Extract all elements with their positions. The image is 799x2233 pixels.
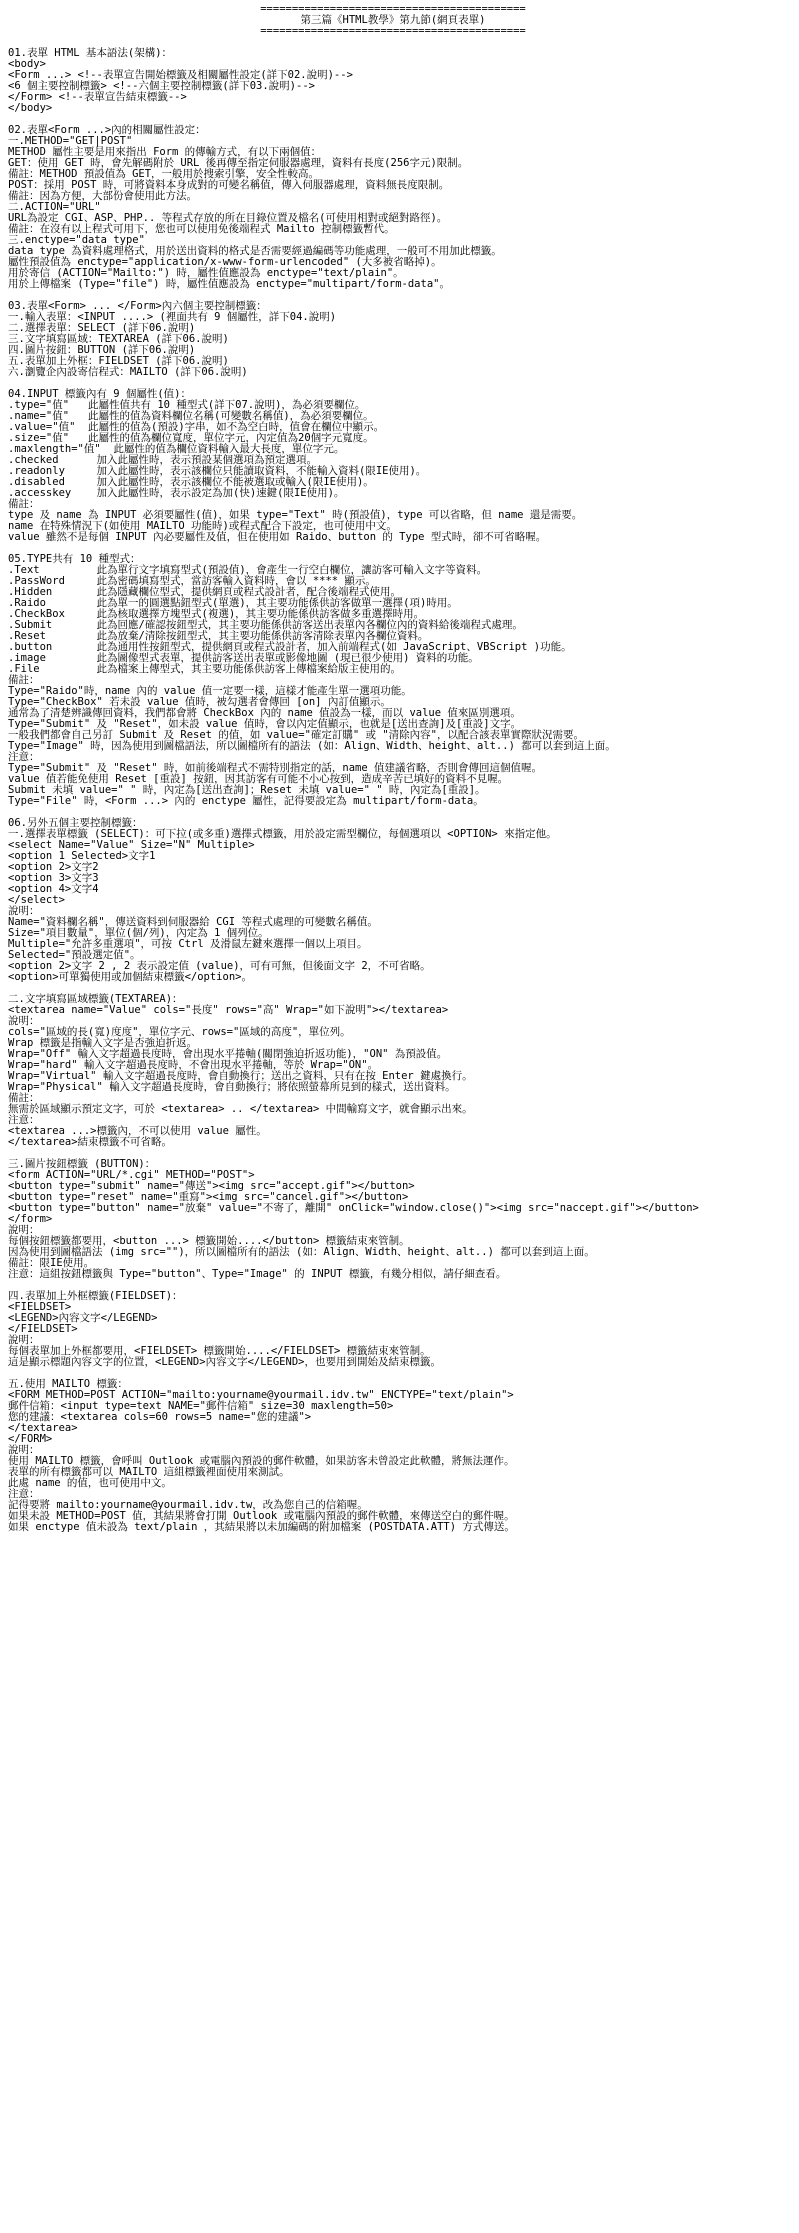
- text-line: 六.瀏覽企內設寄信程式：MAILTO (詳下06.說明): [8, 366, 248, 378]
- text-line: .CheckBox 此為核取選擇方塊型式(複選)，其主要功能係供訪客做多重選擇時用。: [8, 608, 425, 620]
- text-line: Multiple="允許多重選項"，可按 Ctrl 及滑鼠左鍵來選擇一個以上項目。: [8, 938, 368, 950]
- text-line: .button 此為通用性按鈕型式，提供網頁或程式設計者，加入前端程式(如 JavaScript、VBScript )功能。: [8, 641, 572, 653]
- text-line: 03.表單<Form> ... </Form>內六個主要控制標籤：: [8, 300, 267, 312]
- text-line: POST：採用 POST 時，可將資料本身成對的可變名稱值，傳入伺服器處理，資料無長度限制。: [8, 179, 450, 191]
- text-line: </textarea>結束標籤不可省略。: [8, 1136, 173, 1148]
- text-line: <button type="submit" name="傳送"><img src="accept.gif"></button>: [8, 1180, 415, 1192]
- text-line: 06.另外五個主要控制標籤：: [8, 817, 143, 829]
- text-line: data type 為資料處理格式，用於送出資料的格式是否需要經過編碼等功能處理，一般可不用加此標籤。: [8, 245, 502, 257]
- text-line: .maxlength="值" 此屬性的值為欄位資料輸入最大長度，單位字元。: [8, 443, 345, 455]
- text-line: Type="Submit" 及 "Reset" 時，如前後端程式不需特別指定的話，name 值建議省略，否則會傳回這個值喔。: [8, 762, 543, 774]
- text-line: 五.表單加上外框：FIELDSET (詳下06.說明): [8, 355, 229, 367]
- text-line: .name="值" 此屬性的值為資料欄位名稱(可變數名稱值)，為必須要欄位。: [8, 410, 374, 422]
- text-line: .Submit 此為回應/確認按鈕型式，其主要功能係供訪客送出表單內各欄位內的資料給後端程式處理。: [8, 619, 523, 631]
- text-line: Wrap 標籤是指輸入文字是否強迫折返。: [8, 1037, 198, 1049]
- text-line: 您的建議：<textarea cols=60 rows=5 name="您的建議">: [8, 1411, 312, 1423]
- text-line: </FIELDSET>: [8, 1323, 78, 1335]
- text-line: name 在特殊情況下(如使用 MAILTO 功能時)或程式配合下設定，也可使用中文。: [8, 520, 397, 532]
- text-line: 如果未設 METHOD=POST 值，其結果將會打開 Outlook 或電腦內預設的郵件軟體，來傳送空白的郵件喔。: [8, 1510, 515, 1522]
- text-line: Wrap="Off" 輸入文字超過長度時，會出現水平捲軸(關閉強迫折返功能)，"ON" 為預設值。: [8, 1048, 448, 1060]
- text-line: 二.文字填寫區域標籤(TEXTAREA)：: [8, 993, 183, 1005]
- text-line: 一.METHOD="GET|POST": [8, 135, 133, 147]
- text-line: 02.表單<Form ...>內的相關屬性設定：: [8, 124, 206, 136]
- text-line: <option>可單獨使用或加個結束標籤</option>。: [8, 971, 252, 983]
- text-line: 此處 name 的值，也可使用中文。: [8, 1477, 172, 1489]
- text-line: 三.enctype="data type": [8, 234, 145, 246]
- text-line: </Form> <!--表單宣告結束標籤-->: [8, 91, 187, 103]
- text-line: 每個按鈕標籤都要用，<button ...> 標籤開始....</button> 標籤結束來管制。: [8, 1235, 410, 1247]
- header-rule-top: ==========================================: [260, 3, 526, 15]
- text-line: 說明：: [8, 1334, 40, 1346]
- text-line: 01.表單 HTML 基本語法(架構)：: [8, 47, 173, 59]
- text-line: cols="區域的長(寬)度度"，單位字元、rows="區域的高度"，單位列。: [8, 1026, 351, 1038]
- text-line: 表單的所有標籤都可以 MAILTO 這組標籤裡面使用來測試。: [8, 1466, 290, 1478]
- text-line: URL為設定 CGI、ASP、PHP.. 等程式存放的所在目錄位置及檔名(可使用相對或絕對路徑)。: [8, 212, 448, 224]
- text-line: 備註：在沒有以上程式可用下，您也可以使用免後端程式 Mailto 控制標籤暫代。: [8, 223, 395, 235]
- text-line: 如果 enctype 值未設為 text/plain ，其結果將以未加編碼的附加檔案 (POSTDATA.ATT) 方式傳送。: [8, 1521, 515, 1533]
- text-line: 三.文字填寫區域：TEXTAREA (詳下06.說明): [8, 333, 229, 345]
- text-line: 備註：: [8, 498, 40, 510]
- text-line: Type="File" 時，<Form ...> 內的 enctype 屬性，記得要設定為 multipart/form-data。: [8, 795, 484, 807]
- text-line: </select>: [8, 894, 65, 906]
- header-rule-bottom: ==========================================: [260, 25, 526, 37]
- text-line: Name="資料欄名稱"，傳送資料到伺服器給 CGI 等程式處理的可變數名稱值。: [8, 916, 378, 928]
- page-title: 第三篇《HTML教學》第九節(網頁表單): [300, 14, 486, 26]
- text-line: Wrap="hard" 輸入文字超過長度時，不會出現水平捲軸，等於 Wrap="ON"。: [8, 1059, 379, 1071]
- text-line: Size="項目數量"，單位(個/列)，內定為 1 個列位。: [8, 927, 269, 939]
- text-line: .Hidden 此為隱藏欄位型式，提供網頁或程式設計者，配合後端程式使用。: [8, 586, 402, 598]
- text-line: .File 此為檔案上傳型式，其主要功能係供訪客上傳檔案給版主使用的。: [8, 663, 402, 675]
- text-line: Type="Submit" 及 "Reset"，如未設 value 值時，會以內定值顯示，也就是[送出查詢]及[重設]文字。: [8, 718, 522, 730]
- text-line: <option 2>文字2: [8, 861, 99, 873]
- text-line: Selected="預設選定值"。: [8, 949, 141, 961]
- text-line: .Text 此為單行文字填寫型式(預設值)，會產生一行空白欄位，讓訪客可輸入文字等資料。: [8, 564, 488, 576]
- text-line: GET：使用 GET 時，會先解碼附於 URL 後再傳至指定伺服器處理，資料有長度(256字元)限制。: [8, 157, 469, 169]
- text-line: Submit 未填 value=" " 時，內定為[送出查詢]；Reset 未填 value=" " 時，內定為[重設]。: [8, 784, 486, 796]
- document-body: [8, 37, 792, 1533]
- text-line: .disabled 加入此屬性時，表示該欄位不能被選取或輸入(限IE使用)。: [8, 476, 374, 488]
- text-line: Wrap="Physical" 輸入文字超過長度時，會自動換行；將依照螢幕所見到的樣式，送出資料。: [8, 1081, 456, 1093]
- text-line: .readonly 加入此屬性時，表示該欄位只能讀取資料，不能輸入資料(限IE使用)。: [8, 465, 427, 477]
- text-line: 注意：: [8, 1114, 40, 1126]
- text-line: 使用 MAILTO 標籤，會呼叫 Outlook 或電腦內預設的郵件軟體，如果訪客未曾設定此軟體，將無法運作。: [8, 1455, 515, 1467]
- text-line: 每個表單加上外框都要用，<FIELDSET> 標籤開始....</FIELDSET> 標籤結束來管制。: [8, 1345, 431, 1357]
- text-line: 四.圖片按鈕：BUTTON (詳下06.說明): [8, 344, 196, 356]
- text-line: 因為使用到圖檔語法 (img src="")，所以圖檔所有的語法 (如：Align、Width、height、alt..) 都可以套到這上面。: [8, 1246, 595, 1258]
- text-line: <textarea ...>標籤內，不可以使用 value 屬性。: [8, 1125, 267, 1137]
- text-line: .Reset 此為放棄/清除按鈕型式，其主要功能係供訪客清除表單內各欄位資料。: [8, 630, 429, 642]
- text-line: value 雖然不是每個 INPUT 內必要屬性及值，但在使用如 Raido、button 的 Type 型式時，卻不可省略喔。: [8, 531, 547, 543]
- text-line: <option 2>文字 2 , 2 表示設定值 (value)，可有可無，但後面文字 2，不可省略。: [8, 960, 431, 972]
- text-line: .Raido 此為單一的圓選點鈕型式(單選)，其主要功能係供訪客做單一選擇(項)時用。: [8, 597, 458, 609]
- text-line: value 值若能免使用 Reset [重設] 按鈕，因其訪客有可能不小心按到，造成辛苦已填好的資料不見喔。: [8, 773, 509, 785]
- text-line: <select Name="Value" Size="N" Multiple>: [8, 839, 255, 851]
- text-line: Wrap="Virtual" 輸入文字超過長度時，會自動換行；送出之資料，只有在按 Enter 鍵處換行。: [8, 1070, 473, 1082]
- text-line: <Form ...> <!--表單宣告開始標籤及相關屬性設定(詳下02.說明)-->: [8, 69, 353, 81]
- text-line: .checked 加入此屬性時，表示預設某個選項為預定選項。: [8, 454, 318, 466]
- text-line: 一.輸入表單：<INPUT ....> (裡面共有 9 個屬性，詳下04.說明): [8, 311, 337, 323]
- text-line: <body>: [8, 58, 46, 70]
- text-line: 說明：: [8, 1444, 40, 1456]
- text-line: 備註：METHOD 預設值為 GET，一般用於搜索引擎，安全性較高。: [8, 168, 320, 180]
- text-line: 注意：這組按鈕標籤與 Type="button"、Type="Image" 的 INPUT 標籤，有幾分相似，請仔細查看。: [8, 1268, 507, 1280]
- text-line: .image 此為圖像型式表單，提供訪客送出表單或影像地圖 (現已很少使用) 資料的功能。: [8, 652, 479, 664]
- text-line: .PassWord 此為密碼填寫型式，當訪客輸入資料時，會以 **** 顯示。: [8, 575, 376, 587]
- text-line: 注意：: [8, 1488, 40, 1500]
- text-line: <form ACTION="URL/*.cgi" METHOD="POST">: [8, 1169, 255, 1181]
- text-line: 說明：: [8, 1015, 40, 1027]
- text-line: 一.選擇表單標籤 (SELECT)：可下拉(或多重)選擇式標籤，用於設定需型欄位，每個選項以 <OPTION> 來指定他。: [8, 828, 557, 840]
- text-line: 通常為了清楚辨識傳回資料，我們都會將 CheckBox 內的 name 值設為一樣，而以 value 值來區別選項。: [8, 707, 521, 719]
- text-line: 這是顯示標題內容文字的位置，<LEGEND>內容文字</LEGEND>，也要用到開始及結束標籤。: [8, 1356, 441, 1368]
- text-line: 備註：限IE使用。: [8, 1257, 95, 1269]
- text-line: 四.表單加上外框標籤(FIELDSET)：: [8, 1290, 183, 1302]
- text-line: 說明：: [8, 905, 40, 917]
- text-line: <textarea name="Value" cols="長度" rows="高" Wrap="如下說明"></textarea>: [8, 1004, 449, 1016]
- text-line: .accesskey 加入此屬性時，表示設定為加(快)速鍵(限IE使用)。: [8, 487, 345, 499]
- text-line: 三.圖片按鈕標籤 (BUTTON)：: [8, 1158, 156, 1170]
- text-line: <option 3>文字3: [8, 872, 99, 884]
- text-line: Type="CheckBox" 若未設 value 值時，被勾選者會傳回 [on] 內訂值顯示。: [8, 696, 391, 708]
- text-line: 備註：因為方便，大部份會使用此方法。: [8, 190, 197, 202]
- text-line: .value="值" 此屬性的值為(預設)字串，如不為空白時，值會在欄位中顯示。: [8, 421, 385, 433]
- text-line: <6 個主要控制標籤> <!--六個主要控制標籤(詳下03.說明)-->: [8, 80, 315, 92]
- text-line: .type="值" 此屬性值共有 10 種型式(詳下07.說明)，為必須要欄位。: [8, 399, 366, 411]
- text-line: 05.TYPE共有 10 種型式：: [8, 553, 141, 565]
- text-line: 二.選擇表單：SELECT (詳下06.說明): [8, 322, 196, 334]
- text-line: 04.INPUT 標籤內有 9 個屬性(值)：: [8, 388, 192, 400]
- document: [8, 4, 792, 1533]
- text-line: 五.使用 MAILTO 標籤：: [8, 1378, 128, 1390]
- text-line: <LEGEND>內容文字</LEGEND>: [8, 1312, 158, 1324]
- text-line: Type="Raido"時，name 內的 value 值一定要一樣，這樣才能產生單一選項功能。: [8, 685, 412, 697]
- text-line: <FORM METHOD=POST ACTION="mailto:yourname@yourmail.idv.tw" ENCTYPE="text/plain">: [8, 1389, 514, 1401]
- text-line: <button type="button" name="放棄" value="不寄了，離開" onClick="window.close()"><img src="naccept.gif"></button>: [8, 1202, 699, 1214]
- text-line: <option 1 Selected>文字1: [8, 850, 156, 862]
- text-line: <option 4>文字4: [8, 883, 99, 895]
- text-line: 用於寄信 (ACTION="Mailto:") 時，屬性值應設為 enctype="text/plain"。: [8, 267, 404, 279]
- text-line: </form>: [8, 1213, 53, 1225]
- text-line: 郵件信箱：<input type=text NAME="郵件信箱" size=30 maxlength=50>: [8, 1400, 394, 1412]
- text-line: .size="值" 此屬性的值為欄位寬度，單位字元，內定值為20個字元寬度。: [8, 432, 374, 444]
- text-line: METHOD 屬性主要是用來指出 Form 的傳輸方式，有以下兩個值：: [8, 146, 322, 158]
- text-line: 備註：: [8, 674, 40, 686]
- text-line: <FIELDSET>: [8, 1301, 72, 1313]
- text-line: 屬性預設值為 enctype="application/x-www-form-urlencoded" (大多被省略掉)。: [8, 256, 442, 268]
- text-line: </textarea>: [8, 1422, 78, 1434]
- text-line: 無需於區域顯示預定文字，可於 <textarea> .. </textarea> 中間輸寫文字，就會顯示出來。: [8, 1103, 473, 1115]
- text-line: 一般我們都會自己另訂 Submit 及 Reset 的值，如 value="確定訂購" 或 "清除內容"，以配合該表單實際狀況需要。: [8, 729, 585, 741]
- text-line: 記得要將 mailto:yourname@yourmail.idv.tw，改為您自己的信箱喔。: [8, 1499, 368, 1511]
- text-line: <button type="reset" name="重寫"><img src="cancel.gif"></button>: [8, 1191, 409, 1203]
- text-line: 備註：: [8, 1092, 40, 1104]
- text-line: 說明：: [8, 1224, 40, 1236]
- text-line: Type="Image" 時，因為使用到圖檔語法，所以圖檔所有的語法 (如：Align、Width、height、alt..) 都可以套到這上面。: [8, 740, 616, 752]
- text-line: 二.ACTION="URL": [8, 201, 101, 213]
- text-line: </FORM>: [8, 1433, 53, 1445]
- text-line: 用於上傳檔案 (Type="file") 時，屬性值應設為 enctype="multipart/form-data"。: [8, 278, 450, 290]
- text-line: type 及 name 為 INPUT 必須要屬性(值)，如果 type="Text" 時(預設值)，type 可以省略，但 name 還是需要。: [8, 509, 583, 521]
- text-line: </body>: [8, 102, 53, 114]
- text-line: 注意：: [8, 751, 40, 763]
